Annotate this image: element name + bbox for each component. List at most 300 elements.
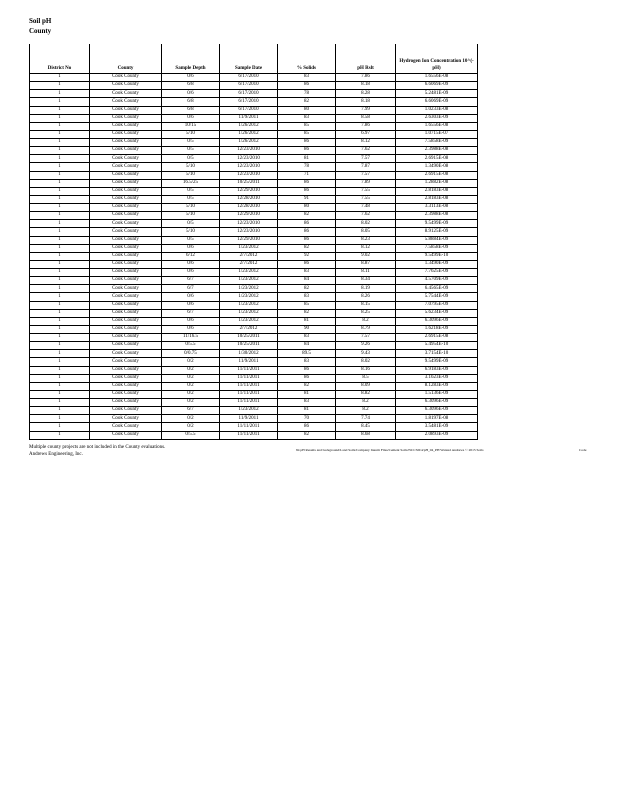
- date-cell: 12/23/2010: [220, 155, 278, 163]
- depth-cell: 0/2: [162, 423, 220, 431]
- depth-cell: 0/5: [162, 195, 220, 203]
- depth-cell: 0/2: [162, 382, 220, 390]
- depth-cell: 0/6: [162, 90, 220, 98]
- ph-cell: 8.82: [336, 390, 396, 398]
- date-cell: 12/29/2010: [220, 236, 278, 244]
- solids-cell: 84: [278, 342, 336, 350]
- date-cell: 6/17/2010: [220, 98, 278, 106]
- table-row: [30, 212, 478, 220]
- district-cell: 1: [30, 269, 90, 277]
- table-row: [30, 114, 478, 122]
- district-cell: 1: [30, 325, 90, 333]
- solids-cell: 83: [278, 358, 336, 366]
- county-cell: Cook County: [90, 74, 162, 82]
- depth-cell: 5/10: [162, 204, 220, 212]
- county-cell: Cook County: [90, 212, 162, 220]
- solids-cell: 86: [278, 236, 336, 244]
- solids-cell: 82: [278, 98, 336, 106]
- hydrogen-ion-cell: 7.7625E-09: [396, 269, 478, 277]
- header-sample-depth: Sample Depth: [162, 44, 220, 74]
- ph-cell: 9.26: [336, 342, 396, 350]
- footer-company: Andrews Engineering, Inc.: [29, 452, 83, 457]
- date-cell: 11/9/2011: [220, 415, 278, 423]
- solids-cell: 82: [278, 244, 336, 252]
- hydrogen-ion-cell: 1.6556E-08: [396, 122, 478, 130]
- county-cell: Cook County: [90, 382, 162, 390]
- county-cell: Cook County: [90, 155, 162, 163]
- table-row: [30, 236, 478, 244]
- header-district: District No: [30, 44, 90, 74]
- date-cell: 12/29/2010: [220, 212, 278, 220]
- date-cell: 6/17/2010: [220, 74, 278, 82]
- date-cell: 6/17/2010: [220, 82, 278, 90]
- county-cell: Cook County: [90, 260, 162, 268]
- solids-cell: 78: [278, 90, 336, 98]
- district-cell: 1: [30, 399, 90, 407]
- district-cell: 1: [30, 106, 90, 114]
- table-row: [30, 163, 478, 171]
- depth-cell: 0/2: [162, 390, 220, 398]
- district-cell: 1: [30, 293, 90, 301]
- ph-cell: 7.74: [336, 415, 396, 423]
- hydrogen-ion-cell: 4.5709E-09: [396, 277, 478, 285]
- ph-cell: 8.19: [336, 285, 396, 293]
- district-cell: 1: [30, 244, 90, 252]
- date-cell: 10/25/2011: [220, 179, 278, 187]
- district-cell: 1: [30, 309, 90, 317]
- hydrogen-ion-cell: 3.3113E-08: [396, 204, 478, 212]
- county-cell: Cook County: [90, 114, 162, 122]
- solids-cell: 86: [278, 260, 336, 268]
- ph-cell: 8.2: [336, 399, 396, 407]
- county-cell: Cook County: [90, 139, 162, 147]
- date-cell: 11/11/2011: [220, 399, 278, 407]
- county-cell: Cook County: [90, 204, 162, 212]
- solids-cell: 86: [278, 374, 336, 382]
- depth-cell: 6/8: [162, 98, 220, 106]
- solids-cell: 92: [278, 252, 336, 260]
- solids-cell: 80: [278, 106, 336, 114]
- district-cell: 1: [30, 195, 90, 203]
- table-row: [30, 90, 478, 98]
- ph-cell: 7.89: [336, 179, 396, 187]
- district-cell: 1: [30, 407, 90, 415]
- table-row: [30, 98, 478, 106]
- depth-cell: 16.5/25: [162, 179, 220, 187]
- county-cell: Cook County: [90, 122, 162, 130]
- date-cell: 1/30/2012: [220, 350, 278, 358]
- depth-cell: 6/7: [162, 309, 220, 317]
- district-cell: 1: [30, 204, 90, 212]
- county-cell: Cook County: [90, 130, 162, 138]
- ph-cell: 8.2: [336, 407, 396, 415]
- district-cell: 1: [30, 220, 90, 228]
- ph-cell: 8.68: [336, 431, 396, 439]
- depth-cell: 10/15: [162, 122, 220, 130]
- table-row: [30, 130, 478, 138]
- ph-cell: 8.02: [336, 220, 396, 228]
- ph-cell: 8.02: [336, 358, 396, 366]
- district-cell: 1: [30, 171, 90, 179]
- district-cell: 1: [30, 342, 90, 350]
- table-row: [30, 399, 478, 407]
- district-cell: 1: [30, 114, 90, 122]
- solids-cell: 81: [278, 317, 336, 325]
- district-cell: 1: [30, 74, 90, 82]
- table-row: [30, 423, 478, 431]
- depth-cell: 0/5.5: [162, 342, 220, 350]
- table-row: [30, 277, 478, 285]
- depth-cell: 6/8: [162, 106, 220, 114]
- date-cell: 1/26/2012: [220, 122, 278, 130]
- district-cell: 1: [30, 139, 90, 147]
- hydrogen-ion-cell: 7.0795E-09: [396, 301, 478, 309]
- ph-cell: 8.5: [336, 374, 396, 382]
- date-cell: 10/25/2011: [220, 342, 278, 350]
- hydrogen-ion-cell: 8.9125E-09: [396, 228, 478, 236]
- ph-cell: 8.58: [336, 114, 396, 122]
- table-row: [30, 74, 478, 82]
- table-row: [30, 431, 478, 439]
- table-row: [30, 260, 478, 268]
- ph-cell: 7.55: [336, 187, 396, 195]
- district-cell: 1: [30, 390, 90, 398]
- county-cell: Cook County: [90, 358, 162, 366]
- date-cell: 6/17/2010: [220, 106, 278, 114]
- ph-cell: 8.11: [336, 269, 396, 277]
- county-cell: Cook County: [90, 431, 162, 439]
- solids-cell: 86: [278, 366, 336, 374]
- table-row: [30, 358, 478, 366]
- hydrogen-ion-cell: 2.3988E-08: [396, 212, 478, 220]
- date-cell: 12/28/2010: [220, 195, 278, 203]
- date-cell: 2/7/2012: [220, 260, 278, 268]
- depth-cell: 11/16.5: [162, 334, 220, 342]
- date-cell: 11/11/2011: [220, 374, 278, 382]
- solids-cell: 83: [278, 74, 336, 82]
- county-cell: Cook County: [90, 236, 162, 244]
- hydrogen-ion-cell: 9.5499E-10: [396, 252, 478, 260]
- county-cell: Cook County: [90, 252, 162, 260]
- date-cell: 12/28/2010: [220, 204, 278, 212]
- district-cell: 1: [30, 163, 90, 171]
- table-row: [30, 350, 478, 358]
- county-cell: Cook County: [90, 187, 162, 195]
- solids-cell: 86: [278, 187, 336, 195]
- date-cell: 11/11/2011: [220, 382, 278, 390]
- district-cell: 1: [30, 431, 90, 439]
- date-cell: 1/23/2012: [220, 277, 278, 285]
- district-cell: 1: [30, 334, 90, 342]
- solids-cell: 71: [278, 171, 336, 179]
- title-line-2: County: [29, 27, 52, 35]
- table-row: [30, 82, 478, 90]
- ph-cell: 8.26: [336, 293, 396, 301]
- ph-cell: 8.79: [336, 325, 396, 333]
- ph-cell: 8.23: [336, 236, 396, 244]
- ph-cell: 8.87: [336, 260, 396, 268]
- hydrogen-ion-cell: 6.6069E-09: [396, 98, 478, 106]
- ph-cell: 8.2: [336, 317, 396, 325]
- depth-cell: 0/6: [162, 114, 220, 122]
- depth-cell: 0/5: [162, 139, 220, 147]
- solids-cell: 85: [278, 301, 336, 309]
- date-cell: 11/11/2011: [220, 431, 278, 439]
- district-cell: 1: [30, 147, 90, 155]
- district-cell: 1: [30, 423, 90, 431]
- depth-cell: 0/5: [162, 147, 220, 155]
- solids-cell: 70: [278, 415, 336, 423]
- hydrogen-ion-cell: 1.0233E-08: [396, 106, 478, 114]
- hydrogen-ion-cell: 6.3096E-09: [396, 399, 478, 407]
- district-cell: 1: [30, 228, 90, 236]
- solids-cell: 83: [278, 399, 336, 407]
- district-cell: 1: [30, 98, 90, 106]
- hydrogen-ion-cell: 2.8183E-08: [396, 187, 478, 195]
- ph-cell: 7.62: [336, 147, 396, 155]
- table-row: [30, 106, 478, 114]
- county-cell: Cook County: [90, 147, 162, 155]
- solids-cell: 82: [278, 382, 336, 390]
- table-row: [30, 342, 478, 350]
- solids-cell: 83: [278, 114, 336, 122]
- solids-cell: 86: [278, 147, 336, 155]
- solids-cell: 90: [278, 325, 336, 333]
- hydrogen-ion-cell: 7.5858E-09: [396, 244, 478, 252]
- ph-cell: 8.45: [336, 423, 396, 431]
- date-cell: 11/11/2011: [220, 423, 278, 431]
- header-county: County: [90, 44, 162, 74]
- date-cell: 12/23/2010: [220, 147, 278, 155]
- ph-cell: 8.15: [336, 301, 396, 309]
- depth-cell: 0/5: [162, 236, 220, 244]
- ph-cell: 7.99: [336, 106, 396, 114]
- district-cell: 1: [30, 122, 90, 130]
- table-row: [30, 317, 478, 325]
- county-cell: Cook County: [90, 317, 162, 325]
- ph-cell: 7.55: [336, 195, 396, 203]
- depth-cell: 0/5: [162, 155, 220, 163]
- county-cell: Cook County: [90, 220, 162, 228]
- ph-cell: 8.16: [336, 366, 396, 374]
- county-cell: Cook County: [90, 228, 162, 236]
- hydrogen-ion-cell: 2.6915E-08: [396, 334, 478, 342]
- district-cell: 1: [30, 212, 90, 220]
- table-header-row: [30, 44, 478, 74]
- report-title: [29, 16, 51, 36]
- county-cell: Cook County: [90, 277, 162, 285]
- soil-ph-table: [29, 44, 478, 440]
- date-cell: 1/23/2012: [220, 269, 278, 277]
- ph-cell: 7.57: [336, 334, 396, 342]
- county-cell: Cook County: [90, 285, 162, 293]
- depth-cell: 5/10: [162, 171, 220, 179]
- solids-cell: 84: [278, 277, 336, 285]
- solids-cell: 86: [278, 139, 336, 147]
- depth-cell: 0/5: [162, 220, 220, 228]
- hydrogen-ion-cell: 3.5481E-09: [396, 423, 478, 431]
- hydrogen-ion-cell: 1.3490E-09: [396, 260, 478, 268]
- date-cell: 6/17/2010: [220, 90, 278, 98]
- table-row: [30, 301, 478, 309]
- table-row: [30, 228, 478, 236]
- date-cell: 2/7/2012: [220, 252, 278, 260]
- depth-cell: 0/5: [162, 187, 220, 195]
- date-cell: 1/23/2012: [220, 317, 278, 325]
- ph-cell: 7.57: [336, 171, 396, 179]
- hydrogen-ion-cell: 7.5858E-09: [396, 139, 478, 147]
- district-cell: 1: [30, 358, 90, 366]
- table-row: [30, 415, 478, 423]
- depth-cell: 5/10: [162, 163, 220, 171]
- county-cell: Cook County: [90, 374, 162, 382]
- solids-cell: 86: [278, 220, 336, 228]
- date-cell: 12/23/2010: [220, 220, 278, 228]
- table-row: [30, 382, 478, 390]
- hydrogen-ion-cell: 5.4954E-10: [396, 342, 478, 350]
- hydrogen-ion-cell: 2.6303E-09: [396, 114, 478, 122]
- county-cell: Cook County: [90, 171, 162, 179]
- ph-cell: 7.57: [336, 155, 396, 163]
- county-cell: Cook County: [90, 163, 162, 171]
- hydrogen-ion-cell: 9.5499E-09: [396, 358, 478, 366]
- table-row: [30, 220, 478, 228]
- county-cell: Cook County: [90, 98, 162, 106]
- solids-cell: 81: [278, 390, 336, 398]
- table-row: [30, 374, 478, 382]
- hydrogen-ion-cell: 1.6218E-09: [396, 325, 478, 333]
- county-cell: Cook County: [90, 106, 162, 114]
- table-row: [30, 325, 478, 333]
- solids-cell: 80: [278, 204, 336, 212]
- ph-cell: 8.18: [336, 98, 396, 106]
- table-row: [30, 269, 478, 277]
- solids-cell: 81: [278, 407, 336, 415]
- hydrogen-ion-cell: 5.8884E-09: [396, 236, 478, 244]
- ph-cell: 8.34: [336, 277, 396, 285]
- solids-cell: 85: [278, 122, 336, 130]
- depth-cell: 0/2: [162, 366, 220, 374]
- county-cell: Cook County: [90, 293, 162, 301]
- solids-cell: 86: [278, 82, 336, 90]
- footer-code: Code: [579, 448, 587, 452]
- solids-cell: 82: [278, 212, 336, 220]
- table-row: [30, 390, 478, 398]
- ph-cell: 7.48: [336, 204, 396, 212]
- district-cell: 1: [30, 187, 90, 195]
- solids-cell: 83: [278, 293, 336, 301]
- district-cell: 1: [30, 90, 90, 98]
- solids-cell: 82: [278, 309, 336, 317]
- date-cell: 1/26/2012: [220, 130, 278, 138]
- table-row: [30, 139, 478, 147]
- solids-cell: 86: [278, 228, 336, 236]
- date-cell: 11/9/2011: [220, 358, 278, 366]
- hydrogen-ion-cell: 1.3490E-08: [396, 163, 478, 171]
- ph-cell: 8.12: [336, 139, 396, 147]
- table-row: [30, 285, 478, 293]
- date-cell: 1/23/2012: [220, 293, 278, 301]
- date-cell: 2/7/2012: [220, 325, 278, 333]
- county-cell: Cook County: [90, 179, 162, 187]
- hydrogen-ion-cell: 3.7154E-10: [396, 350, 478, 358]
- header-ph-result: pH Rslt: [336, 44, 396, 74]
- district-cell: 1: [30, 155, 90, 163]
- date-cell: 11/9/2011: [220, 114, 278, 122]
- ph-cell: 7.86: [336, 122, 396, 130]
- date-cell: 11/11/2011: [220, 366, 278, 374]
- date-cell: 1/23/2012: [220, 244, 278, 252]
- county-cell: Cook County: [90, 195, 162, 203]
- hydrogen-ion-cell: 1.5136E-09: [396, 390, 478, 398]
- depth-cell: 0/2: [162, 399, 220, 407]
- district-cell: 1: [30, 130, 90, 138]
- county-cell: Cook County: [90, 390, 162, 398]
- hydrogen-ion-cell: 2.8183E-08: [396, 195, 478, 203]
- depth-cell: 0/6: [162, 317, 220, 325]
- county-cell: Cook County: [90, 350, 162, 358]
- county-cell: Cook County: [90, 82, 162, 90]
- date-cell: 1/23/2012: [220, 407, 278, 415]
- header-solids: % Solids: [278, 44, 336, 74]
- date-cell: 11/11/2011: [220, 390, 278, 398]
- solids-cell: 82: [278, 285, 336, 293]
- table-row: [30, 407, 478, 415]
- solids-cell: 78: [278, 163, 336, 171]
- depth-cell: 0/6: [162, 260, 220, 268]
- depth-cell: 0/5.5: [162, 431, 220, 439]
- date-cell: 12/23/2010: [220, 163, 278, 171]
- date-cell: 12/23/2010: [220, 171, 278, 179]
- depth-cell: 6/7: [162, 285, 220, 293]
- table-row: [30, 155, 478, 163]
- hydrogen-ion-cell: 1.2882E-08: [396, 179, 478, 187]
- table-row: [30, 147, 478, 155]
- solids-cell: 82: [278, 431, 336, 439]
- district-cell: 1: [30, 179, 90, 187]
- footer-file-path: 84 pH Results and background/Land Soils/Company Interm Files/Cement Soils/NCCSD/4/pH_04_PH Wanted Andrews © 2015 Soils: [296, 448, 484, 452]
- county-cell: Cook County: [90, 244, 162, 252]
- hydrogen-ion-cell: 2.0893E-09: [396, 431, 478, 439]
- date-cell: 1/23/2012: [220, 309, 278, 317]
- hydrogen-ion-cell: 3.1623E-09: [396, 374, 478, 382]
- hydrogen-ion-cell: 5.6234E-09: [396, 309, 478, 317]
- solids-cell: 81: [278, 155, 336, 163]
- district-cell: 1: [30, 285, 90, 293]
- ph-cell: 9.43: [336, 350, 396, 358]
- depth-cell: 0/6: [162, 293, 220, 301]
- hydrogen-ion-cell: 1.6556E-08: [396, 74, 478, 82]
- date-cell: 10/25/2011: [220, 334, 278, 342]
- hydrogen-ion-cell: 9.5499E-09: [396, 220, 478, 228]
- county-cell: Cook County: [90, 366, 162, 374]
- depth-cell: 6/12: [162, 252, 220, 260]
- date-cell: 1/23/2012: [220, 285, 278, 293]
- district-cell: 1: [30, 350, 90, 358]
- depth-cell: 6/7: [162, 277, 220, 285]
- hydrogen-ion-cell: 8.1283E-09: [396, 382, 478, 390]
- ph-cell: 8.28: [336, 90, 396, 98]
- hydrogen-ion-cell: 5.2481E-09: [396, 90, 478, 98]
- ph-cell: 8.12: [336, 244, 396, 252]
- hydrogen-ion-cell: 6.3096E-09: [396, 407, 478, 415]
- county-cell: Cook County: [90, 415, 162, 423]
- depth-cell: 5/10: [162, 212, 220, 220]
- solids-cell: 83: [278, 269, 336, 277]
- footer-note: Multiple county projects are not included in the County evaluations.: [29, 445, 166, 450]
- table-row: [30, 244, 478, 252]
- table-row: [30, 187, 478, 195]
